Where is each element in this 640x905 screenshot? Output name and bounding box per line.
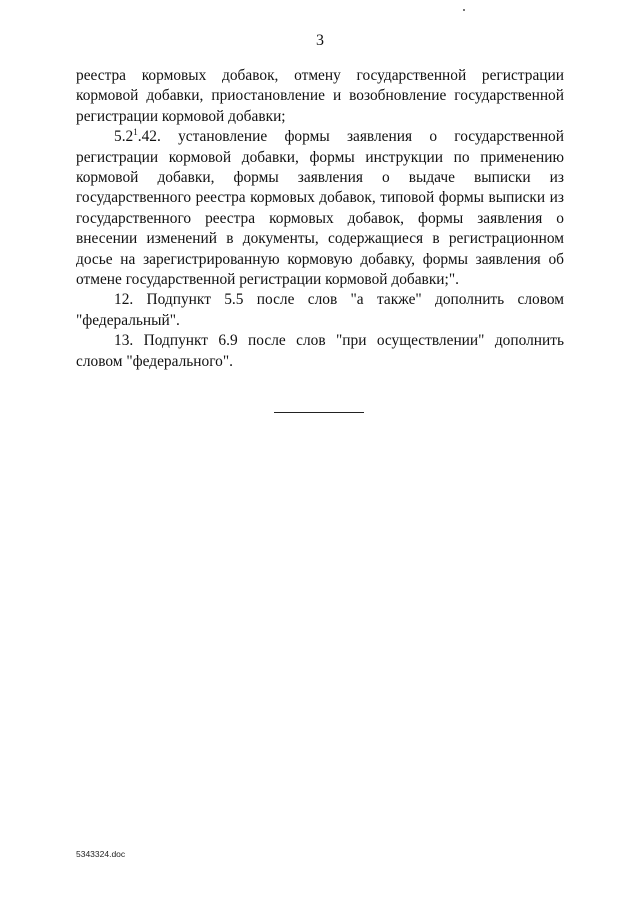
page-number: 3 [316, 32, 324, 49]
paragraph-item-5-2-1-42 [76, 127, 564, 290]
document-body [76, 66, 564, 372]
document-reference: 5343324.doc [76, 849, 126, 859]
item-text: .42. установление формы заявления о государственной регистрации кормовой добавки, формы инструкции по применению кормовой добавки, формы заявления о выдаче выписки из государственного реестра кормовых добавок, типовой формы выписки из государственного реестра кормовых добавок, формы заявления о внесении изменений в документы, содержащиеся в регистрационном досье на зарегистрированную кормовую добавку, формы заявления об отмене государственной регистрации кормовой добавки;". [76, 128, 564, 289]
scan-speck [463, 9, 465, 11]
end-separator-line [274, 412, 364, 413]
paragraph-item-12: 12. Подпункт 5.5 после слов "а также" дополнить словом "федеральный". [76, 291, 564, 329]
paragraph-continuation: реестра кормовых добавок, отмену государственной регистрации кормовой добавки, приостановление и возобновление государственной регистрации кормовой добавки; [76, 67, 564, 125]
item-number: 5.2 [114, 128, 134, 146]
item-superscript: 1 [133, 127, 138, 138]
paragraph-item-13: 13. Подпункт 6.9 после слов "при осуществлении" дополнить словом "федерального". [76, 332, 564, 370]
